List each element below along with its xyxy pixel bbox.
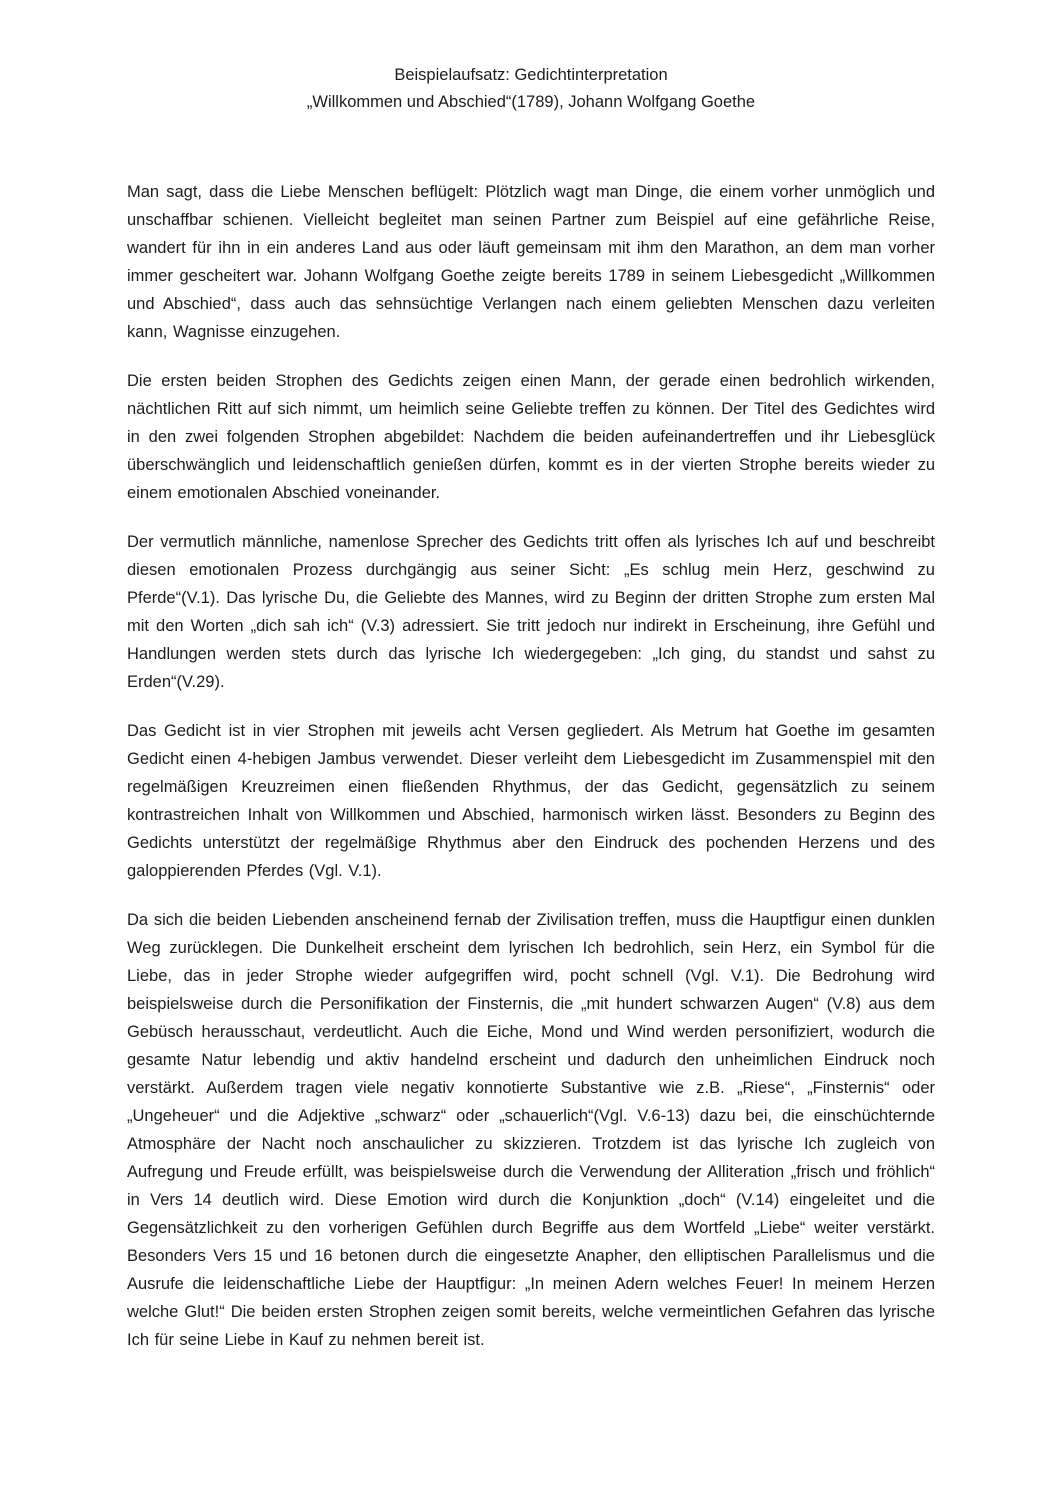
essay-paragraph-intro: Man sagt, dass die Liebe Menschen beflügelt: Plötzlich wagt man Dinge, die einem vorher unmöglich und unschaffbar schienen. Vielleicht begleitet man seinen Partner zum Beispiel auf eine gefährliche Reise, wandert für ihn in ein anderes Land aus oder läuft gemeinsam mit ihm den Marathon, an dem man vorher immer gescheitert war. Johann Wolfgang Goethe zeigte bereits 1789 in seinem Liebesgedicht „Willkommen und Abschied“, dass auch das sehnsüchtige Verlangen nach einem geliebten Menschen dazu verleiten kann, Wagnisse einzugehen.: [127, 183, 935, 341]
document-title: [127, 62, 935, 116]
document-title-line-2: „Willkommen und Abschied“(1789), Johann Wolfgang Goethe: [306, 93, 756, 111]
document-title-line-1: Beispielaufsatz: Gedichtinterpretation: [394, 66, 668, 84]
essay-paragraph-form-metrum: Das Gedicht ist in vier Strophen mit jeweils acht Versen gegliedert. Als Metrum hat Goethe im gesamten Gedicht einen 4-hebigen Jambus verwendet. Dieser verleiht dem Liebesgedicht im Zusammenspiel mit den regelmäßigen Kreuzreimen einen fließenden Rhythmus, der das Gedicht, gegensätzlich zu seinem kontrastreichen Inhalt von Willkommen und Abschied, harmonisch wirken lässt. Besonders zu Beginn des Gedichts unterstützt der regelmäßige Rhythmus aber den Eindruck des pochenden Herzens und des galoppierenden Pferdes (Vgl. V.1).: [127, 722, 935, 880]
essay-paragraph-inhaltsangabe: Die ersten beiden Strophen des Gedichts zeigen einen Mann, der gerade einen bedrohlich wirkenden, nächtlichen Ritt auf sich nimmt, um heimlich seine Geliebte treffen zu können. Der Titel des Gedichtes wird in den zwei folgenden Strophen abgebildet: Nachdem die beiden aufeinandertreffen und ihr Liebesglück überschwänglich und leidenschaftlich genießen dürfen, kommt es in der vierten Strophe bereits wieder zu einem emotionalen Abschied voneinander.: [127, 372, 935, 502]
essay-paragraph-sprecher: Der vermutlich männliche, namenlose Sprecher des Gedichts tritt offen als lyrisches Ich auf und beschreibt diesen emotionalen Prozess durchgängig aus seiner Sicht: „Es schlug mein Herz, geschwind zu Pferde“(V.1). Das lyrische Du, die Geliebte des Mannes, wird zu Beginn der dritten Strophe zum ersten Mal mit den Worten „dich sah ich“ (V.3) adressiert. Sie tritt jedoch nur indirekt in Erscheinung, ihre Gefühl und Handlungen werden stets durch das lyrische Ich wiedergegeben: „Ich ging, du standst und sahst zu Erden“(V.29).: [127, 533, 935, 691]
essay-paragraph-analyse: Da sich die beiden Liebenden anscheinend fernab der Zivilisation treffen, muss die Hauptfigur einen dunklen Weg zurücklegen. Die Dunkelheit erscheint dem lyrischen Ich bedrohlich, sein Herz, ein Symbol für die Liebe, das in jeder Strophe wieder aufgegriffen wird, pocht schnell (Vgl. V.1). Die Bedrohung wird beispielsweise durch die Personifikation der Finsternis, die „mit hundert schwarzen Augen“ (V.8) aus dem Gebüsch herausschaut, verdeutlicht. Auch die Eiche, Mond und Wind werden personifiziert, wodurch die gesamte Natur lebendig und aktiv handelnd erscheint und dadurch den unheimlichen Eindruck noch verstärkt. Außerdem tragen viele negativ konnotierte Substantive wie z.B. „Riese“, „Finsternis“ oder „Ungeheuer“ und die Adjektive „schwarz“ oder „schauerlich“(Vgl. V.6-13) dazu bei, die einschüchternde Atmosphäre der Nacht noch anschaulicher zu skizzieren. Trotzdem ist das lyrische Ich zugleich von Aufregung und Freude erfüllt, was beispielsweise durch die Verwendung der Alliteration „frisch und fröhlich“ in Vers 14 deutlich wird. Diese Emotion wird durch die Konjunktion „doch“ (V.14) eingeleitet und die Gegensätzlichkeit zu den vorherigen Gefühlen durch Begriffe aus dem Wortfeld „Liebe“ weiter verstärkt. Besonders Vers 15 und 16 betonen durch die eingesetzte Anapher, den elliptischen Parallelismus und die Ausrufe die leidenschaftliche Liebe der Hauptfigur: „In meinen Adern welches Feuer! In meinem Herzen welche Glut!“ Die beiden ersten Strophen zeigen somit bereits, welche vermeintlichen Gefahren das lyrische Ich für seine Liebe in Kauf zu nehmen bereit ist.: [127, 911, 935, 1349]
